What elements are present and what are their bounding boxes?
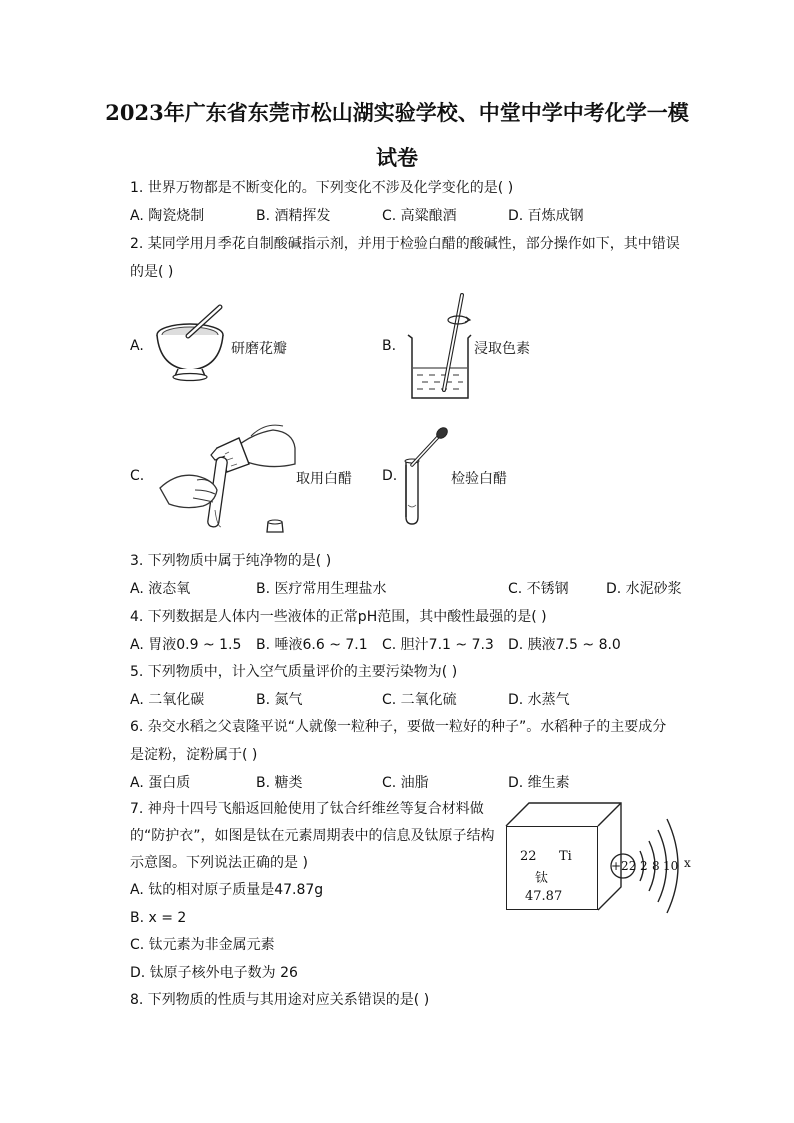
question-7-stem-cont: 的“防护衣”，如图是钛在元素周期表中的信息及钛原子结构: [130, 828, 495, 844]
nucleus-charge: +22: [611, 859, 637, 873]
q6-option-d: D. 维生素: [508, 775, 570, 791]
q6-option-b: B. 糖类: [256, 775, 303, 791]
q5-option-a: A. 二氧化碳: [130, 692, 205, 708]
shell-3-count: 10: [663, 859, 679, 873]
element-symbol: Ti: [559, 849, 572, 864]
mortar-pestle-image: [150, 300, 230, 385]
question-6-stem-cont: 是淀粉，淀粉属于( ): [130, 747, 258, 763]
question-7-stem-cont2: 示意图。下列说法正确的是 ): [130, 855, 308, 871]
q2-option-a-caption: 研磨花瓣: [231, 341, 287, 357]
question-6-stem: 6. 杂交水稻之父袁隆平说“人就像一粒种子，要做一粒好的种子”。水稻种子的主要成分: [130, 719, 667, 735]
q2-option-b-caption: 浸取色素: [474, 341, 530, 357]
q3-option-a: A. 液态氧: [130, 581, 191, 597]
atom-structure-diagram: [605, 805, 705, 925]
q1-option-a: A. 陶瓷烧制: [130, 208, 205, 224]
element-name: 钛: [535, 871, 549, 886]
shell-4-count: x: [684, 856, 691, 870]
q3-option-b: B. 医疗常用生理盐水: [256, 581, 387, 597]
question-4-stem: 4. 下列数据是人体内一些液体的正常pH范围，其中酸性最强的是( ): [130, 609, 547, 625]
q4-option-c: C. 胆汁7.1 ~ 7.3: [382, 637, 494, 653]
dropper-test-tube-image: [398, 425, 453, 527]
q4-option-b: B. 唾液6.6 ~ 7.1: [256, 637, 368, 653]
question-8-stem: 8. 下列物质的性质与其用途对应关系错误的是( ): [130, 992, 430, 1008]
q6-option-a: A. 蛋白质: [130, 775, 191, 791]
q5-option-d: D. 水蒸气: [508, 692, 570, 708]
question-2-stem: 2. 某同学用月季花自制酸碱指示剂，并用于检验白醋的酸碱性，部分操作如下，其中错误: [130, 236, 680, 252]
pouring-vinegar-image: [155, 410, 300, 540]
page-title: 2023年广东省东莞市松山湖实验学校、中堂中学中考化学一模: [105, 100, 689, 125]
q1-option-d: D. 百炼成钢: [508, 208, 584, 224]
q2-option-d-caption: 检验白醋: [451, 471, 507, 487]
shell-1-count: 2: [640, 859, 648, 873]
atomic-mass: 47.87: [525, 889, 563, 904]
q1-option-c: C. 高粱酿酒: [382, 208, 457, 224]
q5-option-c: C. 二氧化硫: [382, 692, 457, 708]
q3-option-c: C. 不锈钢: [508, 581, 569, 597]
q2-option-c-letter: C.: [130, 468, 145, 484]
q7-option-c: C. 钛元素为非金属元素: [130, 937, 275, 953]
q2-option-d-letter: D.: [382, 468, 398, 484]
q3-option-d: D. 水泥砂浆: [606, 581, 682, 597]
q7-option-a: A. 钛的相对原子质量是47.87g: [130, 882, 324, 898]
q2-option-a-letter: A.: [130, 338, 144, 354]
q7-option-d: D. 钛原子核外电子数为 26: [130, 965, 298, 981]
q6-option-c: C. 油脂: [382, 775, 429, 791]
question-2-stem-cont: 的是( ): [130, 264, 174, 280]
q5-option-b: B. 氮气: [256, 692, 303, 708]
q7-option-b: B. x = 2: [130, 910, 187, 926]
shell-2-count: 8: [652, 859, 660, 873]
question-3-stem: 3. 下列物质中属于纯净物的是( ): [130, 553, 332, 569]
page-title-line2: 试卷: [376, 145, 418, 170]
q1-option-b: B. 酒精挥发: [256, 208, 331, 224]
question-1-stem: 1. 世界万物都是不断变化的。下列变化不涉及化学变化的是( ): [130, 180, 514, 196]
atomic-number: 22: [520, 849, 537, 864]
question-7-stem: 7. 神舟十四号飞船返回舱使用了钛合纤维丝等复合材料做: [130, 801, 484, 817]
q4-option-a: A. 胃液0.9 ~ 1.5: [130, 637, 242, 653]
q4-option-d: D. 胰液7.5 ~ 8.0: [508, 637, 621, 653]
beaker-stirring-image: [400, 290, 475, 402]
q2-option-c-caption: 取用白醋: [296, 471, 352, 487]
element-cell: [506, 826, 598, 910]
q2-option-b-letter: B.: [382, 338, 397, 354]
question-5-stem: 5. 下列物质中，计入空气质量评价的主要污染物为( ): [130, 664, 458, 680]
